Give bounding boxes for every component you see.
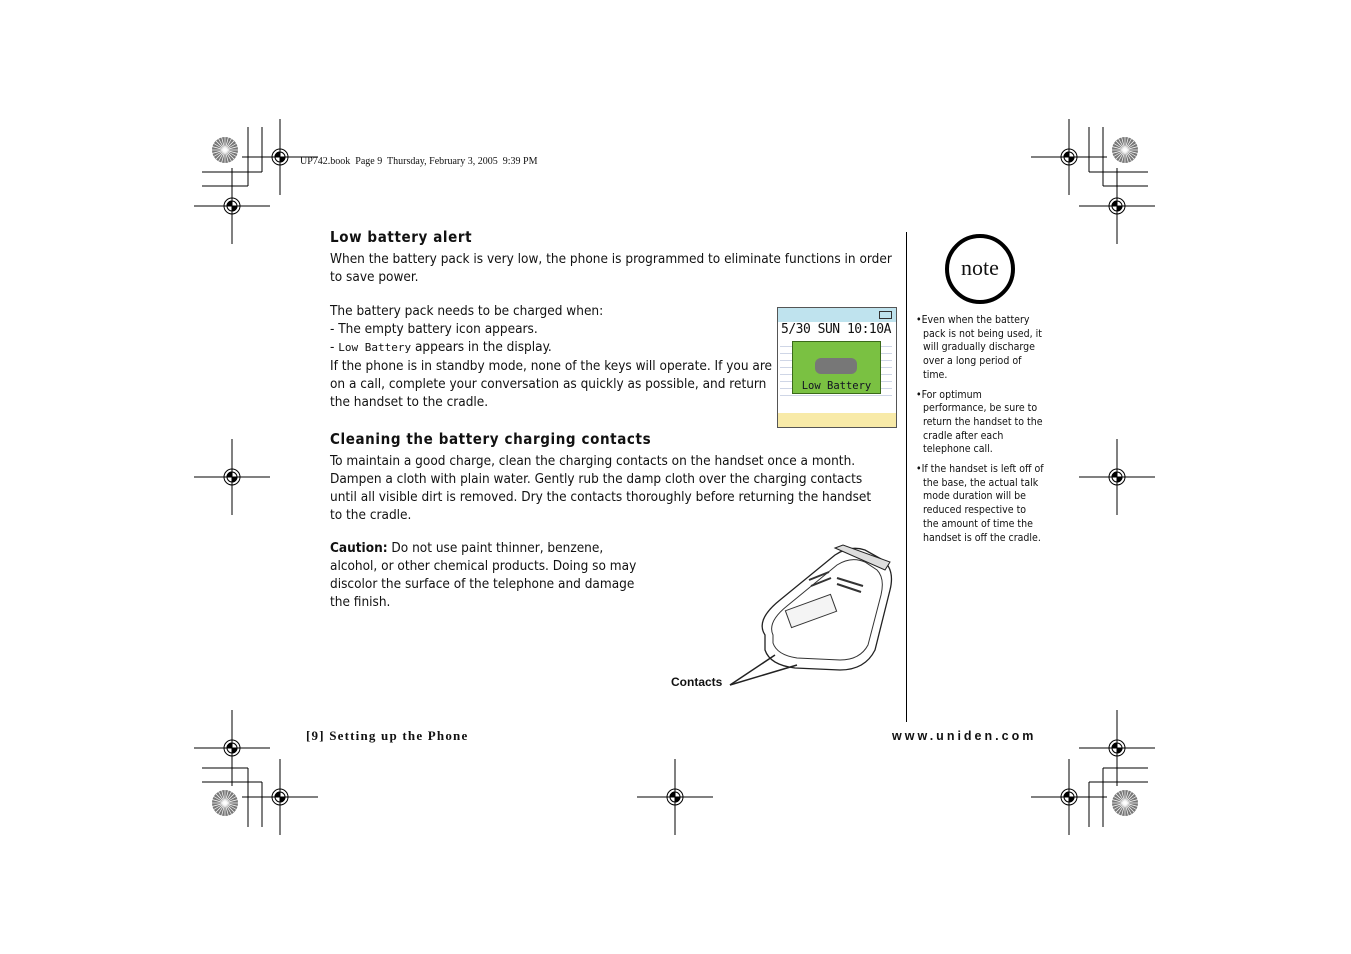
screen-message: Low Battery xyxy=(801,380,872,392)
low-battery-intro: When the battery pack is very low, the phone is programmed to eliminate functions in order to save power. xyxy=(330,251,892,285)
registration-mark xyxy=(194,168,270,244)
print-slug: UP742.book Page 9 Thursday, February 3, 2005 9:39 PM xyxy=(300,156,538,167)
empty-battery-icon xyxy=(879,311,892,319)
section-title-low-battery: Low battery alert xyxy=(330,228,473,246)
caution-paragraph xyxy=(330,539,650,611)
handset-illustration xyxy=(725,540,900,690)
screen-datetime: 5/30 SUN 10:10A xyxy=(781,322,891,337)
battery-character-icon xyxy=(815,358,857,374)
low-battery-popup xyxy=(792,341,881,394)
charge-lead: The battery pack needs to be charged when: xyxy=(330,303,604,319)
bullet: - xyxy=(330,339,339,355)
registration-mark xyxy=(1079,710,1155,786)
note-list xyxy=(916,314,1044,551)
color-target-mark xyxy=(1112,137,1138,163)
note-item: •For optimum performance, be sure to return the handset to the cradle after each telephone call. xyxy=(916,388,1043,456)
phone-screen-image xyxy=(777,307,897,428)
registration-mark xyxy=(194,710,270,786)
caution-label: Caution: xyxy=(330,540,388,556)
caution-text: Do not use paint thinner, benzene, alcohol, or other chemical products. Doing so may discolor the surface of the telephone and damage the finish. xyxy=(330,540,637,610)
registration-mark xyxy=(1079,168,1155,244)
status-bar xyxy=(778,308,896,322)
contacts-callout: Contacts xyxy=(671,675,723,689)
column-divider xyxy=(906,232,907,722)
registration-mark xyxy=(637,759,713,835)
standby-paragraph: If the phone is in standby mode, none of the keys will operate. If you are on a call, complete your conversation as quickly as possible, and return the handset to the cradle. xyxy=(330,358,773,410)
color-target-mark xyxy=(212,790,238,816)
softkey-bar xyxy=(778,413,896,427)
charge-condition-1: - The empty battery icon appears. xyxy=(330,321,538,337)
registration-mark xyxy=(194,439,270,515)
footer-page-section: [9] Setting up the Phone xyxy=(306,728,469,743)
registration-mark xyxy=(242,759,318,835)
registration-mark xyxy=(1031,759,1107,835)
text: appears in the display. xyxy=(411,339,552,355)
cleaning-paragraph: To maintain a good charge, clean the charging contacts on the handset once a month. Dampen a cloth with plain water. Gently rub the damp cloth over the charging contacts until all visible dirt is removed. Dry the contacts thoroughly before returning the handset to the cradle. xyxy=(330,453,872,523)
low-battery-details xyxy=(330,302,775,411)
footer-website: www.uniden.com xyxy=(892,729,1037,743)
section-title-cleaning: Cleaning the battery charging contacts xyxy=(330,430,652,448)
registration-mark xyxy=(1079,439,1155,515)
note-item: •If the handset is left off of the base, the actual talk mode duration will be reduced respective to the amount of time the handset is off the cradle. xyxy=(916,463,1044,544)
note-badge: note xyxy=(945,234,1015,304)
charge-condition-2 xyxy=(330,338,775,357)
color-target-mark xyxy=(212,137,238,163)
color-target-mark xyxy=(1112,790,1138,816)
note-item: •Even when the battery pack is not being used, it will gradually discharge over a long period of time. xyxy=(916,314,1042,381)
display-text: Low Battery xyxy=(338,341,412,354)
registration-mark xyxy=(1031,119,1107,195)
